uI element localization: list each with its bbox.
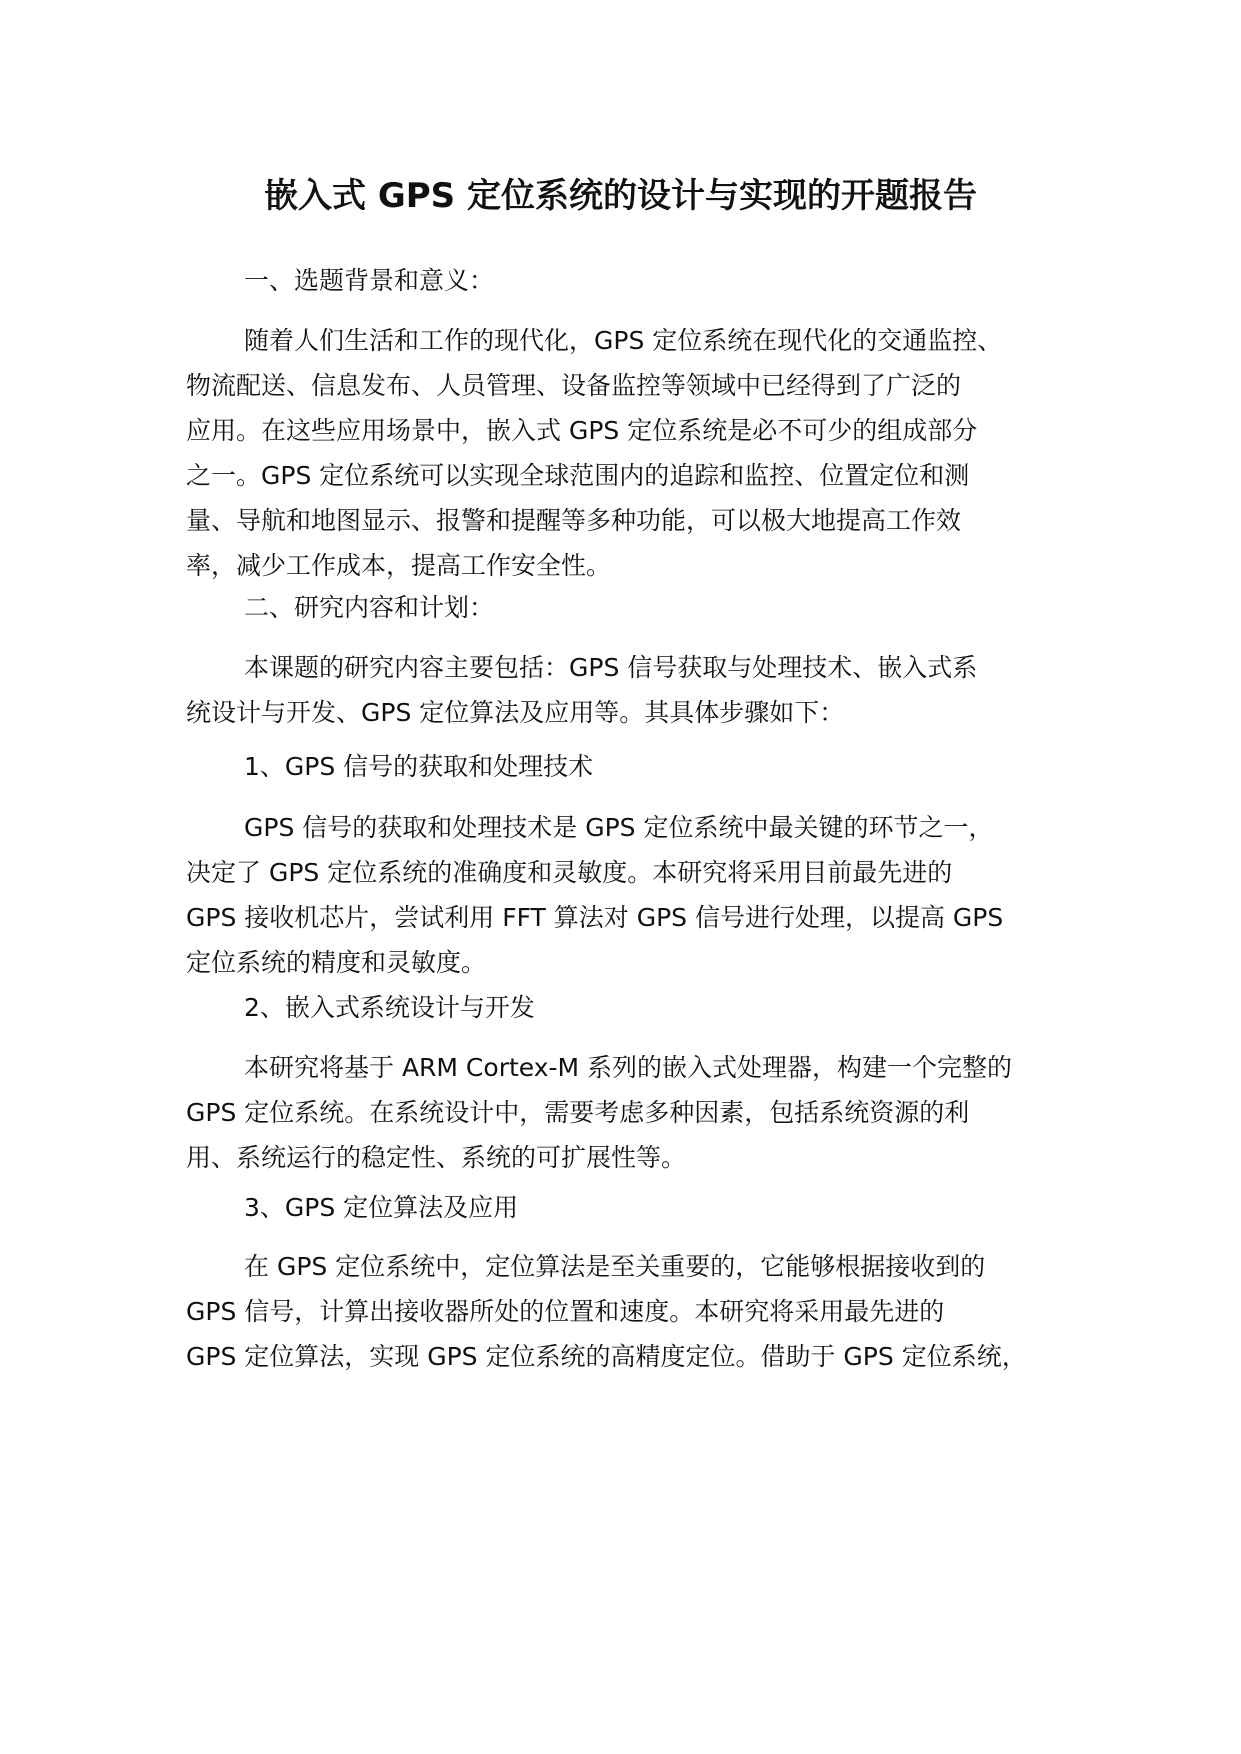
section-heading: 二、研究内容和计划：	[244, 593, 495, 622]
paragraph-line: GPS 定位系统。在系统设计中，需要考虑多种因素，包括系统资源的利	[186, 1098, 970, 1127]
paragraph-line: 本研究将基于 ARM Cortex-M 系列的嵌入式处理器，构建一个完整的	[244, 1053, 1013, 1082]
subsection-heading: 1、GPS 信号的获取和处理技术	[244, 752, 594, 781]
subsection-heading: 2、嵌入式系统设计与开发	[244, 993, 535, 1022]
subsection-heading-algorithm	[186, 1185, 1086, 1230]
paragraph-line: 本课题的研究内容主要包括：GPS 信号获取与处理技术、嵌入式系	[244, 653, 978, 682]
paragraph-line: 量、导航和地图显示、报警和提醒等多种功能，可以极大地提高工作效	[186, 506, 962, 535]
paragraph-line: 在 GPS 定位系统中，定位算法是至关重要的，它能够根据接收到的	[244, 1252, 986, 1281]
document-title: 嵌入式 GPS 定位系统的设计与实现的开题报告	[264, 176, 977, 216]
paragraph-line: GPS 信号的获取和处理技术是 GPS 定位系统中最关键的环节之一，	[244, 813, 994, 842]
section-paragraph-research	[186, 645, 1086, 735]
paragraph-line: 统设计与开发、GPS 定位算法及应用等。其具体步骤如下：	[186, 698, 845, 727]
paragraph-line: 应用。在这些应用场景中，嵌入式 GPS 定位系统是必不可少的组成部分	[186, 416, 978, 445]
paragraph-line: 之一。GPS 定位系统可以实现全球范围内的追踪和监控、位置定位和测	[186, 461, 970, 490]
paragraph-line: 率，减少工作成本，提高工作安全性。	[186, 551, 612, 580]
paragraph-line: 物流配送、信息发布、人员管理、设备监控等领域中已经得到了广泛的	[186, 371, 962, 400]
subsection-paragraph-signal	[186, 805, 1086, 985]
paragraph-line: GPS 信号，计算出接收器所处的位置和速度。本研究将采用最先进的	[186, 1297, 945, 1326]
section-heading-research	[186, 585, 1086, 630]
subsection-paragraph-algorithm	[186, 1244, 1086, 1379]
subsection-heading-embedded	[186, 985, 1086, 1030]
paragraph-line: GPS 定位算法，实现 GPS 定位系统的高精度定位。借助于 GPS 定位系统，	[186, 1342, 1027, 1371]
section-paragraph-background	[186, 318, 1086, 588]
section-heading-background	[186, 258, 1086, 303]
subsection-heading: 3、GPS 定位算法及应用	[244, 1193, 519, 1222]
paragraph-line: 随着人们生活和工作的现代化，GPS 定位系统在现代化的交通监控、	[244, 326, 1003, 355]
section-heading: 一、选题背景和意义：	[244, 266, 495, 295]
subsection-paragraph-embedded	[186, 1045, 1086, 1180]
paragraph-line: 决定了 GPS 定位系统的准确度和灵敏度。本研究将采用目前最先进的	[186, 858, 953, 887]
subsection-heading-signal	[186, 744, 1086, 789]
paragraph-line: GPS 接收机芯片，尝试利用 FFT 算法对 GPS 信号进行处理，以提高 GPS	[186, 903, 1004, 932]
paragraph-line: 定位系统的精度和灵敏度。	[186, 948, 487, 977]
paragraph-line: 用、系统运行的稳定性、系统的可扩展性等。	[186, 1143, 687, 1172]
